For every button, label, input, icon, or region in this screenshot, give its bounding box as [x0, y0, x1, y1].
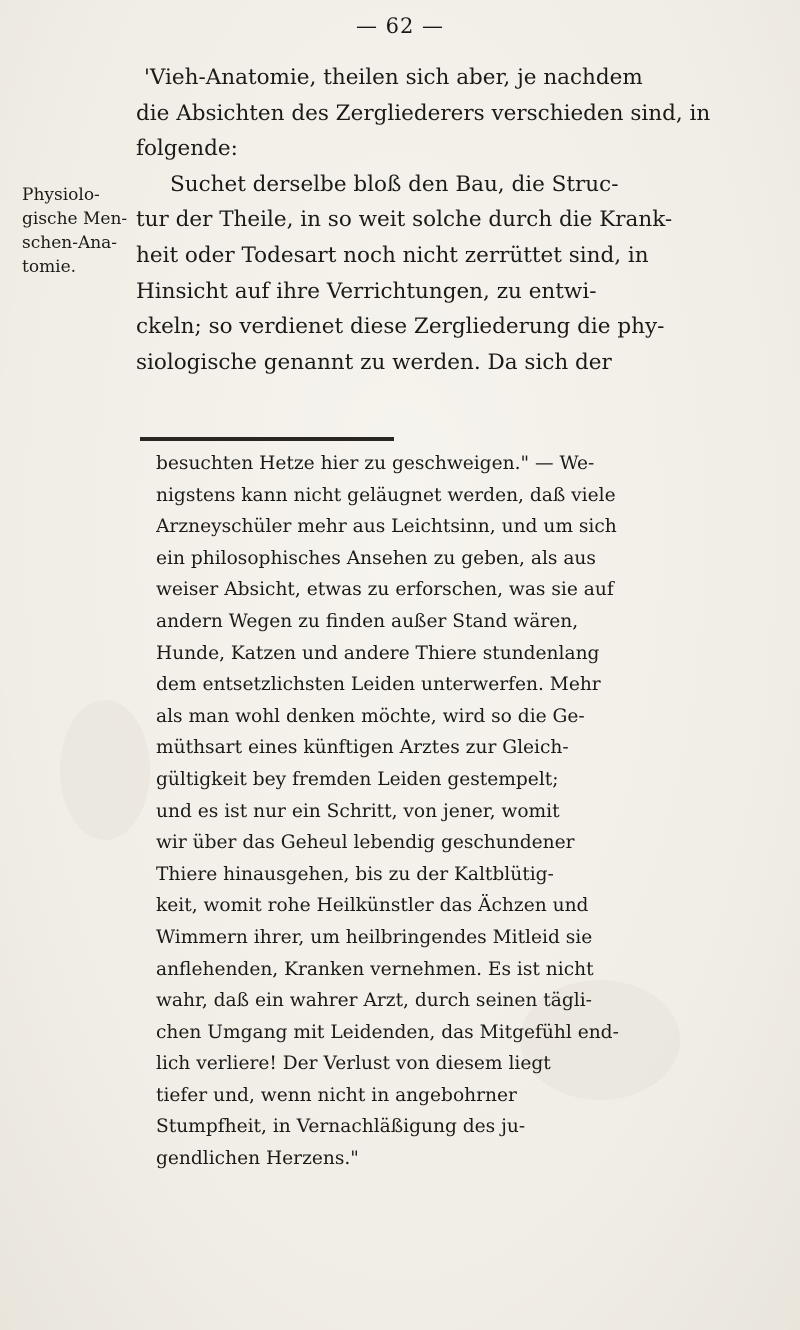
text-line: folgende: [136, 136, 238, 162]
footnote-line: weiser Absicht, etwas zu erforschen, was sie auf [156, 579, 614, 601]
footnote-line: tiefer und, wenn nicht in angebohrner [156, 1084, 517, 1106]
text-line: heit oder Todesart noch nicht zerrüttet sind, in [136, 242, 649, 268]
text-line: 'Vieh-Anatomie, theilen sich aber, je nachdem [144, 65, 643, 90]
footnote-line: wir über das Geheul lebendig geschundener [156, 832, 575, 854]
footnote-line: und es ist nur ein Schritt, von jener, womit [156, 800, 560, 822]
footnote-line: nigstens kann nicht geläugnet werden, daß viele [156, 484, 616, 506]
footnote-line: müthsart eines künftigen Arztes zur Gleich- [156, 737, 569, 759]
margin-note [22, 183, 132, 279]
footnote-line: Hunde, Katzen und andere Thiere stundenlang [156, 642, 600, 664]
margin-note-line: Physiolo- [22, 185, 100, 205]
footnote [156, 448, 722, 1175]
text-line: ckeln; so verdienet diese Zergliederung die phy- [136, 314, 665, 340]
footnote-line: wahr, daß ein wahrer Arzt, durch seinen tägli- [156, 990, 592, 1012]
text-line: Hinsicht auf ihre Verrichtungen, zu entwi- [136, 278, 597, 304]
footnote-rule [140, 437, 394, 441]
footnote-line: dem entsetzlichsten Leiden unterwerfen. Mehr [156, 674, 601, 696]
footnote-line: Stumpfheit, in Vernachläßigung des ju- [156, 1116, 526, 1138]
text-line: Suchet derselbe bloß den Bau, die Struc- [170, 171, 619, 197]
footnote-line: Wimmern ihrer, um heilbringendes Mitleid sie [156, 926, 593, 948]
footnote-line: ein philosophisches Ansehen zu geben, als aus [156, 547, 596, 569]
text-line: siologische genannt zu werden. Da sich der [136, 349, 612, 375]
footnote-line: keit, womit rohe Heilkünstler das Ächzen und [156, 895, 589, 917]
text-line: die Absichten des Zergliederers verschieden sind, in [136, 100, 711, 126]
margin-note-line: gische Men- [22, 209, 128, 229]
footnote-line: gültigkeit bey fremden Leiden gestempelt; [156, 768, 559, 790]
main-text [136, 60, 724, 380]
footnote-line: gendlichen Herzens." [156, 1148, 359, 1170]
footnote-line: Arzneyschüler mehr aus Leichtsinn, und um sich [156, 516, 617, 538]
paper-stain [60, 700, 150, 840]
footnote-line: besuchten Hetze hier zu geschweigen." — We- [156, 453, 595, 474]
footnote-line: anflehenden, Kranken vernehmen. Es ist nicht [156, 958, 594, 980]
footnote-line: lich verliere! Der Verlust von diesem liegt [156, 1053, 551, 1075]
footnote-line: als man wohl denken möchte, wird so die Ge- [156, 705, 585, 727]
margin-note-line: tomie. [22, 257, 77, 277]
text-line: tur der Theile, in so weit solche durch die Krank- [136, 207, 673, 233]
footnote-line: andern Wegen zu finden außer Stand wären, [156, 610, 579, 632]
footnote-line: chen Umgang mit Leidenden, das Mitgefühl end- [156, 1021, 619, 1043]
page-number: — 62 — [355, 14, 445, 38]
margin-note-line: schen-Ana- [22, 233, 118, 253]
footnote-line: Thiere hinausgehen, bis zu der Kaltblütig- [156, 863, 554, 885]
